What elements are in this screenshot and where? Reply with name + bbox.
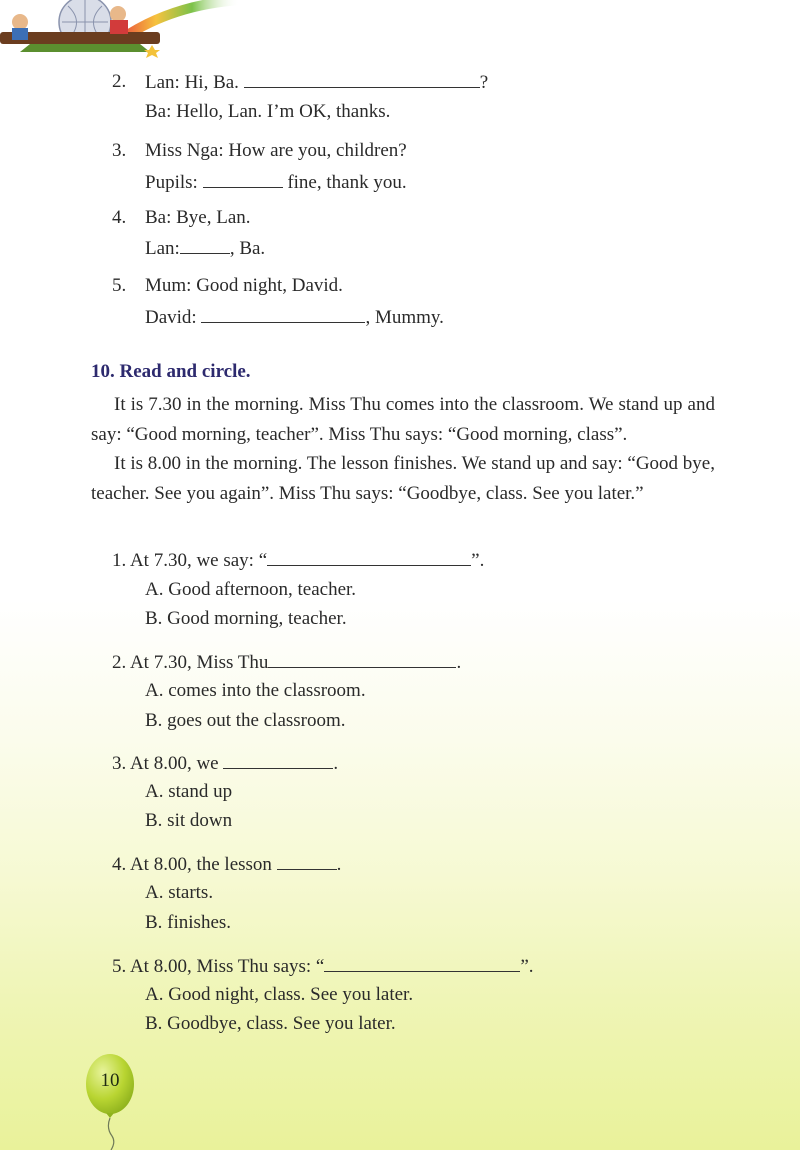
reading-paragraph-1	[91, 390, 715, 449]
reading-paragraph-2	[91, 449, 715, 508]
answer-blank[interactable]	[277, 852, 337, 870]
option-b[interactable]: B. Good morning, teacher.	[145, 608, 347, 629]
answer-blank[interactable]	[201, 305, 365, 323]
option-a[interactable]: A. Good afternoon, teacher.	[145, 579, 357, 600]
exercise-10-title: 10. Read and circle.	[91, 361, 251, 382]
paragraph-text: It is 8.00 in the morning. The lesson finishes. We stand up and say: “Good bye, teacher. See you again”. Miss Thu says: “Goodbye, class. See you later.”	[91, 453, 715, 504]
question-stem	[112, 954, 534, 979]
dialogue-line: Ba: Bye, Lan.	[145, 207, 251, 228]
answer-blank[interactable]	[203, 170, 283, 188]
dialogue-text: , Mummy.	[365, 307, 444, 328]
question-text: 5. At 8.00, Miss Thu says: “	[112, 956, 325, 977]
option-a[interactable]: A. starts.	[145, 882, 214, 903]
question-text: .	[456, 652, 462, 673]
page-number: 10	[100, 1070, 120, 1091]
dialogue-line	[145, 70, 488, 95]
option-a[interactable]: A. comes into the classroom.	[145, 680, 366, 701]
dialogue-text: Lan:	[145, 238, 180, 259]
answer-blank[interactable]	[223, 751, 333, 769]
item-number: 3.	[112, 140, 127, 161]
dialogue-text: Lan: Hi, Ba.	[145, 72, 244, 93]
question-text: 3. At 8.00, we	[112, 753, 224, 774]
question-stem	[112, 548, 484, 573]
dialogue-line	[145, 170, 407, 195]
dialogue-text: Pupils:	[145, 172, 203, 193]
option-b[interactable]: B. finishes.	[145, 912, 232, 933]
answer-blank[interactable]	[244, 70, 480, 88]
answer-blank[interactable]	[324, 954, 520, 972]
option-a[interactable]: A. Good night, class. See you later.	[145, 984, 414, 1005]
balloon-icon	[84, 1052, 136, 1150]
question-stem	[112, 751, 338, 776]
dialogue-line: Ba: Hello, Lan. I’m OK, thanks.	[145, 101, 391, 122]
option-a[interactable]: A. stand up	[145, 781, 233, 802]
option-b[interactable]: B. sit down	[145, 810, 233, 831]
question-text: .	[333, 753, 339, 774]
dialogue-line	[145, 305, 444, 330]
answer-blank[interactable]	[180, 236, 230, 254]
dialogue-line: Miss Nga: How are you, children?	[145, 140, 407, 161]
item-number: 4.	[112, 207, 127, 228]
dialogue-line: Mum: Good night, David.	[145, 275, 343, 296]
option-b[interactable]: B. goes out the classroom.	[145, 710, 346, 731]
question-text: ”.	[471, 550, 485, 571]
dialogue-text: , Ba.	[229, 238, 266, 259]
question-stem	[112, 852, 341, 877]
question-text: 4. At 8.00, the lesson	[112, 854, 277, 875]
option-b[interactable]: B. Goodbye, class. See you later.	[145, 1013, 396, 1034]
answer-blank[interactable]	[267, 548, 471, 566]
question-stem	[112, 650, 461, 675]
answer-blank[interactable]	[268, 650, 456, 668]
dialogue-text: David:	[145, 307, 202, 328]
question-text: .	[336, 854, 342, 875]
question-text: ”.	[520, 956, 534, 977]
dialogue-line	[145, 236, 265, 261]
question-text: 2. At 7.30, Miss Thu	[112, 652, 269, 673]
dialogue-text: ?	[479, 72, 489, 93]
paragraph-text: It is 7.30 in the morning. Miss Thu comes into the classroom. We stand up and say: “Good morning, teacher”. Miss Thu says: “Good morning, class”.	[91, 394, 715, 445]
item-number: 5.	[112, 275, 127, 296]
header-illustration	[0, 0, 800, 60]
dialogue-text: fine, thank you.	[282, 172, 407, 193]
question-text: 1. At 7.30, we say: “	[112, 550, 268, 571]
item-number: 2.	[112, 71, 127, 92]
